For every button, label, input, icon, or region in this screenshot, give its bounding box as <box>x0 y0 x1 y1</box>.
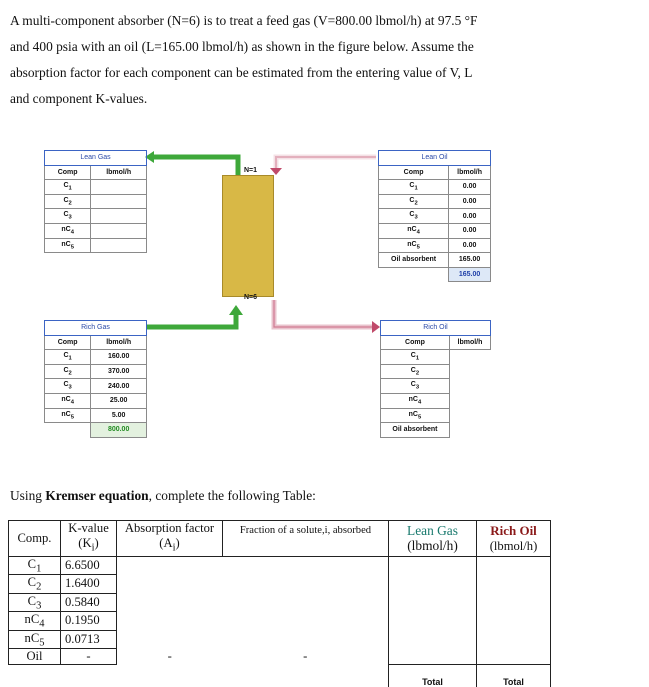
problem-line-4: and component K-values. <box>10 91 148 106</box>
rich-gas-value: 370.00 <box>91 364 147 379</box>
rich-oil-absorbent-label: Oil absorbent <box>381 423 450 438</box>
rich-oil-table <box>380 320 491 438</box>
lean-oil-total: 165.00 <box>449 267 491 282</box>
comp-cell: $C_2$ <box>9 575 61 594</box>
rich-gas-comp: $nC_5$ <box>45 408 91 423</box>
rich-gas-arrowhead <box>229 305 243 315</box>
col-k-header: K-value $(K_i)$ <box>61 521 117 557</box>
rich-gas-comp: $nC_4$ <box>45 393 91 408</box>
table-instruction: Using Kremser equation, complete the following Table: <box>10 488 316 503</box>
rich-oil-comp: $nC_5$ <box>381 408 450 423</box>
lean-oil-comp: $nC_5$ <box>379 238 449 253</box>
lean-oil-comp: $nC_4$ <box>379 223 449 238</box>
rich-gas-comp: $C_1$ <box>45 350 91 365</box>
bottom-stage-label: N=6 <box>244 294 258 301</box>
rich-gas-value: 240.00 <box>91 379 147 394</box>
rich-gas-title: Rich Gas <box>45 321 147 336</box>
rich-gas-value: 25.00 <box>91 393 147 408</box>
rich-oil-arrowhead <box>372 321 380 333</box>
rich-oil-total-label: Total <box>477 665 551 687</box>
problem-line-2: and 400 psia with an oil (L=165.00 lbmol/h) as shown in the figure below. Assume the <box>10 39 474 54</box>
lean-oil-comp: $C_3$ <box>379 209 449 224</box>
rich-oil-col-comp: Comp <box>381 335 450 350</box>
lean-gas-col-flow: lbmol/h <box>91 165 147 180</box>
lean-gas-total-label: Total <box>389 665 477 687</box>
col-absorption-header: Absorption factor $(A_i)$ <box>117 521 223 557</box>
lean-gas-arrow <box>152 157 238 175</box>
top-stage-label: N=1 <box>244 167 258 174</box>
comp-cell: $C_1$ <box>9 556 61 575</box>
rich-gas-value: 160.00 <box>91 350 147 365</box>
lean-gas-value <box>91 238 147 253</box>
problem-line-1: A multi-component absorber (N=6) is to treat a feed gas (V=800.00 lbmol/h) at 97.5 °F <box>10 13 478 28</box>
rich-oil-comp: $C_1$ <box>381 350 450 365</box>
lean-oil-comp: $C_1$ <box>379 180 449 195</box>
rich-gas-comp: $C_3$ <box>45 379 91 394</box>
lean-gas-col-comp: Comp <box>45 165 91 180</box>
lean-gas-value <box>91 194 147 209</box>
lean-oil-col-flow: lbmol/h <box>449 165 491 180</box>
comp-cell: $nC_4$ <box>9 612 61 631</box>
rich-gas-value: 5.00 <box>91 408 147 423</box>
absorption-oil: - <box>167 649 172 664</box>
fraction-oil: - <box>303 649 308 664</box>
rich-oil-comp: $C_2$ <box>381 364 450 379</box>
lean-gas-value <box>91 180 147 195</box>
lean-gas-comp: $nC_5$ <box>45 238 91 253</box>
lean-gas-value <box>91 223 147 238</box>
lean-gas-table <box>44 150 147 253</box>
rich-gas-comp: $C_2$ <box>45 364 91 379</box>
k-value-cell: 0.1950 <box>61 612 117 631</box>
rich-gas-col-flow: lbmol/h <box>91 335 147 350</box>
comp-cell: $C_3$ <box>9 593 61 612</box>
comp-cell: $nC_5$ <box>9 630 61 649</box>
lean-oil-value: 0.00 <box>449 209 491 224</box>
lean-gas-comp: $C_1$ <box>45 180 91 195</box>
rich-oil-arrow <box>274 300 372 327</box>
lean-gas-value <box>91 209 147 224</box>
absorber-column <box>222 175 274 297</box>
rich-gas-table <box>44 320 147 438</box>
rich-gas-total: 800.00 <box>91 423 147 438</box>
lean-oil-value: 0.00 <box>449 180 491 195</box>
lean-oil-table <box>378 150 491 282</box>
rich-gas-col-comp: Comp <box>45 335 91 350</box>
lean-oil-comp: $C_2$ <box>379 194 449 209</box>
lean-oil-title: Lean Oil <box>379 151 491 166</box>
col-comp-header: Comp. <box>9 521 61 557</box>
rich-oil-col-flow: lbmol/h <box>449 335 490 350</box>
k-value-oil: - <box>61 649 117 665</box>
k-value-cell: 1.6400 <box>61 575 117 594</box>
k-value-cell: 6.6500 <box>61 556 117 575</box>
rich-oil-comp: $nC_4$ <box>381 393 450 408</box>
lean-oil-absorbent-value: 165.00 <box>449 253 491 268</box>
rich-gas-arrow <box>147 313 236 327</box>
lean-gas-comp: $C_3$ <box>45 209 91 224</box>
rich-oil-title: Rich Oil <box>381 321 491 336</box>
lean-oil-value: 0.00 <box>449 194 491 209</box>
lean-oil-value: 0.00 <box>449 223 491 238</box>
col-lean-gas-header: Lean Gas (lbmol/h) <box>389 521 477 557</box>
lean-gas-title: Lean Gas <box>45 151 147 166</box>
comp-cell-oil: Oil <box>9 649 61 665</box>
lean-gas-comp: $C_2$ <box>45 194 91 209</box>
lean-oil-absorbent-label: Oil absorbent <box>379 253 449 268</box>
k-value-cell: 0.5840 <box>61 593 117 612</box>
lean-oil-arrowhead <box>270 168 282 175</box>
col-rich-oil-header: Rich Oil (lbmol/h) <box>477 521 551 557</box>
col-fraction-header: Fraction of a solute,i, absorbed <box>223 521 389 557</box>
rich-oil-comp: $C_3$ <box>381 379 450 394</box>
problem-line-3: absorption factor for each component can be estimated from the entering value of V, L <box>10 65 473 80</box>
kremser-table <box>8 520 551 687</box>
lean-oil-col-comp: Comp <box>379 165 449 180</box>
k-value-cell: 0.0713 <box>61 630 117 649</box>
lean-gas-comp: $nC_4$ <box>45 223 91 238</box>
lean-oil-value: 0.00 <box>449 238 491 253</box>
